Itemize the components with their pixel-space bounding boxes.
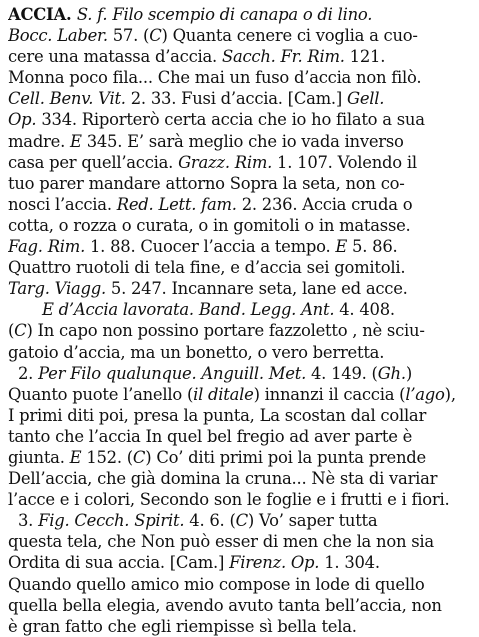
- entry-line: [8, 109, 473, 130]
- citation-text: Grazz. Rim.: [178, 152, 273, 172]
- citation-text: E: [69, 447, 82, 467]
- entry-text: ) Quanta cenere ci voglia a cuo-: [161, 26, 418, 46]
- entry-text: Quando quello amico mio compose in lode di quello: [8, 574, 425, 594]
- citation-text: il ditale: [193, 384, 254, 404]
- citation-text: C: [132, 447, 146, 467]
- entry-text: nosci l’accia.: [8, 194, 117, 214]
- entry-text: ) Co’ diti primi poi la punta prende: [145, 447, 426, 467]
- entry-text: 4. 6. (: [184, 511, 236, 531]
- entry-text: giunta.: [8, 447, 70, 467]
- entry-line: [8, 363, 473, 384]
- entry-line: [8, 299, 473, 320]
- entry-text: 57. (: [107, 26, 150, 46]
- entry-text: 4. 408.: [334, 300, 395, 320]
- entry-text: Quattro ruotoli di tela fine, e d’accia sei gomitoli.: [8, 258, 406, 278]
- entry-text: ) innanzi il caccia (: [253, 384, 406, 404]
- entry-line: [8, 489, 473, 510]
- citation-text: Red. Lett. fam.: [116, 194, 237, 214]
- entry-text: gatoio d’accia, ma un bonetto, o vero berretta.: [8, 342, 385, 362]
- entry-text: 345. E’ sarà meglio che io vada inverso: [81, 131, 404, 151]
- entry-text: Dell’accia, che già domina la cruna... Nè sta di variar: [8, 469, 438, 489]
- entry-text: Ordita di sua accia. [Cam.]: [8, 553, 230, 573]
- entry-text: 152. (: [81, 447, 133, 467]
- entry-line: [8, 468, 473, 489]
- citation-text: E: [335, 237, 348, 257]
- entry-text: cere una matassa d’accia.: [8, 47, 222, 67]
- entry-line: [8, 173, 473, 194]
- entry-text: Monna poco fila... Che mai un fuso d’accia non filò.: [8, 68, 422, 88]
- entry-text: cotta, o rozza o curata, o in gomitoli o in matasse.: [8, 215, 411, 235]
- entry-line: [8, 46, 473, 67]
- entry-text: I primi diti poi, presa la punta, La scostan dal collar: [8, 405, 427, 425]
- entry-text: questa tela, che Non può esser di men che la non sia: [8, 532, 434, 552]
- entry-line: [8, 4, 473, 25]
- citation-text: Firenz. Op.: [229, 553, 320, 573]
- entry-text: madre.: [8, 131, 71, 151]
- entry-line: [8, 236, 473, 257]
- entry-line: [8, 574, 473, 595]
- entry-line: [8, 278, 473, 299]
- entry-text: 5. 86.: [347, 237, 398, 257]
- citation-text: Cell. Benv. Vit.: [8, 89, 126, 109]
- citation-text: Bocc. Laber.: [8, 26, 108, 46]
- entry-text: Quanto puote l’anello (: [8, 384, 194, 404]
- citation-text: Sacch. Fr. Rim.: [221, 47, 345, 67]
- entry-text: 1. 304.: [319, 553, 380, 573]
- entry-line: [8, 194, 473, 215]
- citation-text: C: [149, 26, 162, 46]
- entry-text: 121.: [344, 47, 386, 67]
- entry-line: [8, 342, 473, 363]
- entry-text: è gran fatto che egli riempisse sì bella tela.: [8, 616, 357, 636]
- citation-text: l’ago: [405, 384, 445, 404]
- entry-text: ): [405, 363, 412, 383]
- citation-text: Per Filo qualunque. Anguill. Met.: [38, 363, 307, 383]
- entry-text: 2. 236. Accia cruda o: [236, 194, 413, 214]
- citation-text: E d’Accia lavorata. Band. Legg. Ant.: [42, 300, 335, 320]
- citation-text: Targ. Viagg.: [8, 279, 106, 299]
- entry-line: [8, 426, 473, 447]
- entry-text: 3.: [18, 511, 39, 531]
- entry-line: [8, 616, 473, 637]
- entry-text: 1. 107. Volendo il: [272, 152, 417, 172]
- entry-text: l’acce e i colori, Secondo son le foglie e i frutti e i fiori.: [8, 490, 450, 510]
- entry-line: [8, 595, 473, 616]
- entry-line: [8, 25, 473, 46]
- entry-text: quella bella elegia, avendo avuto tanta bell’accia, non: [8, 595, 442, 615]
- citation-text: Gell.: [347, 89, 385, 109]
- citation-text: Fag. Rim.: [8, 237, 86, 257]
- entry-line: [8, 510, 473, 531]
- entry-text: 5. 247. Incannare seta, lane ed acce.: [105, 279, 408, 299]
- citation-text: C: [14, 321, 27, 341]
- headword: ACCIA.: [8, 5, 77, 24]
- citation-text: S. f. Filo scempio di canapa o di lino.: [76, 5, 373, 24]
- entry-text: ) Vo’ saper tutta: [247, 511, 378, 531]
- entry-text: 2. 33. Fusi d’accia. [Cam.]: [125, 89, 347, 109]
- citation-text: Fig. Cecch. Spirit.: [38, 511, 185, 531]
- entry-line: [8, 215, 473, 236]
- entry-text: 4. 149. (: [306, 363, 378, 383]
- entry-line: [8, 67, 473, 88]
- entry-text: 1. 88. Cuocer l’accia a tempo.: [85, 237, 336, 257]
- citation-text: E: [70, 131, 82, 151]
- entry-line: [8, 131, 473, 152]
- entry-line: [8, 152, 473, 173]
- entry-line: [8, 552, 473, 573]
- entry-text: ),: [444, 384, 456, 404]
- entry-line: [8, 320, 473, 341]
- entry-text: tuo parer mandare attorno Sopra la seta, non co-: [8, 173, 405, 193]
- entry-text: tanto che l’accia In quel bel fregio ad aver parte è: [8, 426, 413, 446]
- entry-text: 2.: [18, 363, 39, 383]
- entry-text: casa per quell’accia.: [8, 152, 179, 172]
- entry-line: [8, 257, 473, 278]
- citation-text: Gh.: [377, 363, 406, 383]
- citation-text: Op.: [8, 110, 37, 130]
- entry-line: [8, 531, 473, 552]
- entry-line: [8, 447, 473, 468]
- dictionary-entry-accia: [8, 4, 473, 637]
- entry-text: ) In capo non possino portare fazzoletto , nè sciu-: [26, 321, 425, 341]
- entry-line: [8, 384, 473, 405]
- entry-line: [8, 405, 473, 426]
- entry-line: [8, 88, 473, 109]
- entry-text: (: [8, 321, 15, 341]
- citation-text: C: [235, 511, 248, 531]
- entry-text: 334. Riporterò certa accia che io ho filato a sua: [36, 110, 425, 130]
